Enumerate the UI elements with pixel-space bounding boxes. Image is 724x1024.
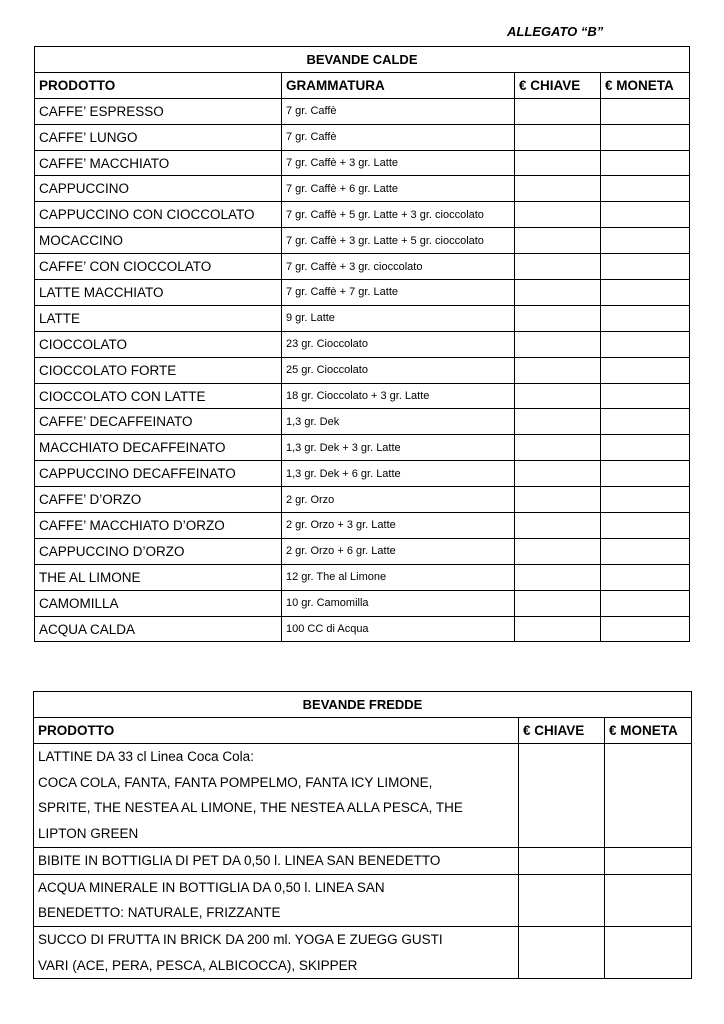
coin-price-cell [601, 409, 690, 435]
product-cell: CIOCCOLATO FORTE [35, 357, 282, 383]
coin-price-cell [601, 150, 690, 176]
product-text-line: LIPTON GREEN [38, 826, 139, 842]
key-price-cell [515, 98, 601, 124]
table-row [35, 383, 690, 409]
product-text-line: LATTINE DA 33 cl Linea Coca Cola: [38, 749, 254, 764]
grams-cell: 18 gr. Cioccolato + 3 gr. Latte [282, 383, 515, 409]
table-row [34, 926, 692, 978]
product-text-line: VARI (ACE, PERA, PESCA, ALBICOCCA), SKIPPER [38, 957, 358, 973]
key-price-cell [515, 202, 601, 228]
key-price-cell [515, 331, 601, 357]
table-row [35, 254, 690, 280]
product-cell: CAFFE’ LUNGO [35, 124, 282, 150]
grams-cell: 2 gr. Orzo + 6 gr. Latte [282, 538, 515, 564]
product-text-line: BENEDETTO: NATURALE, FRIZZANTE [38, 905, 281, 921]
key-price-cell [515, 124, 601, 150]
product-cell: CAFFE’ MACCHIATO D’ORZO [35, 513, 282, 539]
coin-price-cell [601, 176, 690, 202]
product-text-line: COCA COLA, FANTA, FANTA POMPELMO, FANTA ICY LIMONE, [38, 774, 433, 790]
coin-price-cell [601, 538, 690, 564]
grams-cell: 1,3 gr. Dek + 6 gr. Latte [282, 461, 515, 487]
key-price-cell [519, 874, 605, 926]
grams-cell: 7 gr. Caffè [282, 124, 515, 150]
key-price-cell [515, 538, 601, 564]
coin-price-cell [605, 926, 692, 978]
grams-cell: 100 CC di Acqua [282, 616, 515, 642]
key-price-cell [519, 926, 605, 978]
grams-cell: 12 gr. The al Limone [282, 564, 515, 590]
product-cell: CAPPUCCINO CON CIOCCOLATO [35, 202, 282, 228]
cold-drinks-table [33, 691, 692, 979]
table-row [35, 176, 690, 202]
coin-price-cell [601, 305, 690, 331]
grams-cell: 25 gr. Cioccolato [282, 357, 515, 383]
table-row [35, 461, 690, 487]
header-coin-price: € MONETA [605, 718, 692, 744]
coin-price-cell [601, 254, 690, 280]
grams-cell: 2 gr. Orzo + 3 gr. Latte [282, 513, 515, 539]
product-cell: MOCACCINO [35, 228, 282, 254]
coin-price-cell [601, 383, 690, 409]
key-price-cell [515, 228, 601, 254]
coin-price-cell [601, 280, 690, 306]
grams-cell: 23 gr. Cioccolato [282, 331, 515, 357]
table-row [35, 228, 690, 254]
table-row [35, 435, 690, 461]
hot-header-row [35, 72, 690, 98]
table-row [35, 305, 690, 331]
coin-price-cell [601, 331, 690, 357]
table-row [35, 202, 690, 228]
grams-cell: 2 gr. Orzo [282, 487, 515, 513]
coin-price-cell [601, 461, 690, 487]
key-price-cell [515, 305, 601, 331]
key-price-cell [515, 254, 601, 280]
product-cell [34, 874, 519, 926]
coin-price-cell [601, 357, 690, 383]
product-cell [34, 926, 519, 978]
table-row [35, 538, 690, 564]
annex-label: ALLEGATO “B” [507, 24, 604, 39]
header-product: PRODOTTO [35, 72, 282, 98]
key-price-cell [515, 435, 601, 461]
key-price-cell [515, 461, 601, 487]
key-price-cell [515, 590, 601, 616]
product-cell [34, 847, 519, 874]
key-price-cell [515, 487, 601, 513]
table-row [35, 280, 690, 306]
coin-price-cell [601, 564, 690, 590]
table-row [34, 874, 692, 926]
grams-cell: 7 gr. Caffè + 6 gr. Latte [282, 176, 515, 202]
table-row [35, 124, 690, 150]
header-key-price: € CHIAVE [519, 718, 605, 744]
header-product: PRODOTTO [34, 718, 519, 744]
header-grams: GRAMMATURA [282, 72, 515, 98]
coin-price-cell [601, 98, 690, 124]
table-row [34, 847, 692, 874]
product-cell: THE AL LIMONE [35, 564, 282, 590]
product-text-line: ACQUA MINERALE IN BOTTIGLIA DA 0,50 l. LINEA SAN [38, 879, 385, 895]
coin-price-cell [601, 435, 690, 461]
grams-cell: 7 gr. Caffè + 3 gr. Latte [282, 150, 515, 176]
coin-price-cell [601, 513, 690, 539]
grams-cell: 7 gr. Caffè + 7 gr. Latte [282, 280, 515, 306]
grams-cell: 1,3 gr. Dek [282, 409, 515, 435]
coin-price-cell [601, 124, 690, 150]
product-cell: LATTE [35, 305, 282, 331]
cold-drinks-title: BEVANDE FREDDE [34, 692, 692, 718]
grams-cell: 7 gr. Caffè + 3 gr. Latte + 5 gr. cioccolato [282, 228, 515, 254]
product-text-line: SPRITE, THE NESTEA AL LIMONE, THE NESTEA ALLA PESCA, THE [38, 800, 463, 816]
table-row [35, 331, 690, 357]
grams-cell: 7 gr. Caffè + 5 gr. Latte + 3 gr. cioccolato [282, 202, 515, 228]
product-cell: LATTE MACCHIATO [35, 280, 282, 306]
cold-header-row [34, 718, 692, 744]
table-row [35, 357, 690, 383]
coin-price-cell [605, 847, 692, 874]
header-coin-price: € MONETA [601, 72, 690, 98]
grams-cell: 7 gr. Caffè [282, 98, 515, 124]
coin-price-cell [601, 228, 690, 254]
product-cell: CAFFE’ CON CIOCCOLATO [35, 254, 282, 280]
product-cell: CAFFE’ ESPRESSO [35, 98, 282, 124]
product-cell: ACQUA CALDA [35, 616, 282, 642]
product-cell: CAFFE’ MACCHIATO [35, 150, 282, 176]
product-cell: CAPPUCCINO [35, 176, 282, 202]
product-cell: MACCHIATO DECAFFEINATO [35, 435, 282, 461]
key-price-cell [515, 409, 601, 435]
table-row [35, 513, 690, 539]
key-price-cell [515, 150, 601, 176]
hot-drinks-title: BEVANDE CALDE [35, 47, 690, 73]
product-cell: CAMOMILLA [35, 590, 282, 616]
product-text-line: SUCCO DI FRUTTA IN BRICK DA 200 ml. YOGA E ZUEGG GUSTI [38, 931, 443, 947]
table-row [35, 590, 690, 616]
key-price-cell [515, 280, 601, 306]
key-price-cell [515, 513, 601, 539]
product-cell: CIOCCOLATO CON LATTE [35, 383, 282, 409]
table-row [35, 150, 690, 176]
table-row [35, 616, 690, 642]
product-cell: CAPPUCCINO D’ORZO [35, 538, 282, 564]
coin-price-cell [601, 202, 690, 228]
key-price-cell [515, 564, 601, 590]
key-price-cell [515, 176, 601, 202]
key-price-cell [515, 357, 601, 383]
table-row [35, 564, 690, 590]
product-text-line: BIBITE IN BOTTIGLIA DI PET DA 0,50 l. LINEA SAN BENEDETTO [38, 852, 441, 868]
hot-drinks-table [34, 46, 690, 642]
key-price-cell [519, 744, 605, 848]
product-cell: CIOCCOLATO [35, 331, 282, 357]
grams-cell: 9 gr. Latte [282, 305, 515, 331]
product-cell [34, 744, 519, 848]
key-price-cell [515, 383, 601, 409]
grams-cell: 1,3 gr. Dek + 3 gr. Latte [282, 435, 515, 461]
coin-price-cell [605, 744, 692, 848]
coin-price-cell [601, 487, 690, 513]
coin-price-cell [605, 874, 692, 926]
table-row [35, 487, 690, 513]
product-cell: CAFFE’ D’ORZO [35, 487, 282, 513]
product-cell: CAPPUCCINO DECAFFEINATO [35, 461, 282, 487]
grams-cell: 7 gr. Caffè + 3 gr. cioccolato [282, 254, 515, 280]
table-row [35, 98, 690, 124]
key-price-cell [519, 847, 605, 874]
product-cell: CAFFE’ DECAFFEINATO [35, 409, 282, 435]
header-key-price: € CHIAVE [515, 72, 601, 98]
table-row [35, 409, 690, 435]
coin-price-cell [601, 590, 690, 616]
grams-cell: 10 gr. Camomilla [282, 590, 515, 616]
key-price-cell [515, 616, 601, 642]
table-row [34, 744, 692, 848]
coin-price-cell [601, 616, 690, 642]
